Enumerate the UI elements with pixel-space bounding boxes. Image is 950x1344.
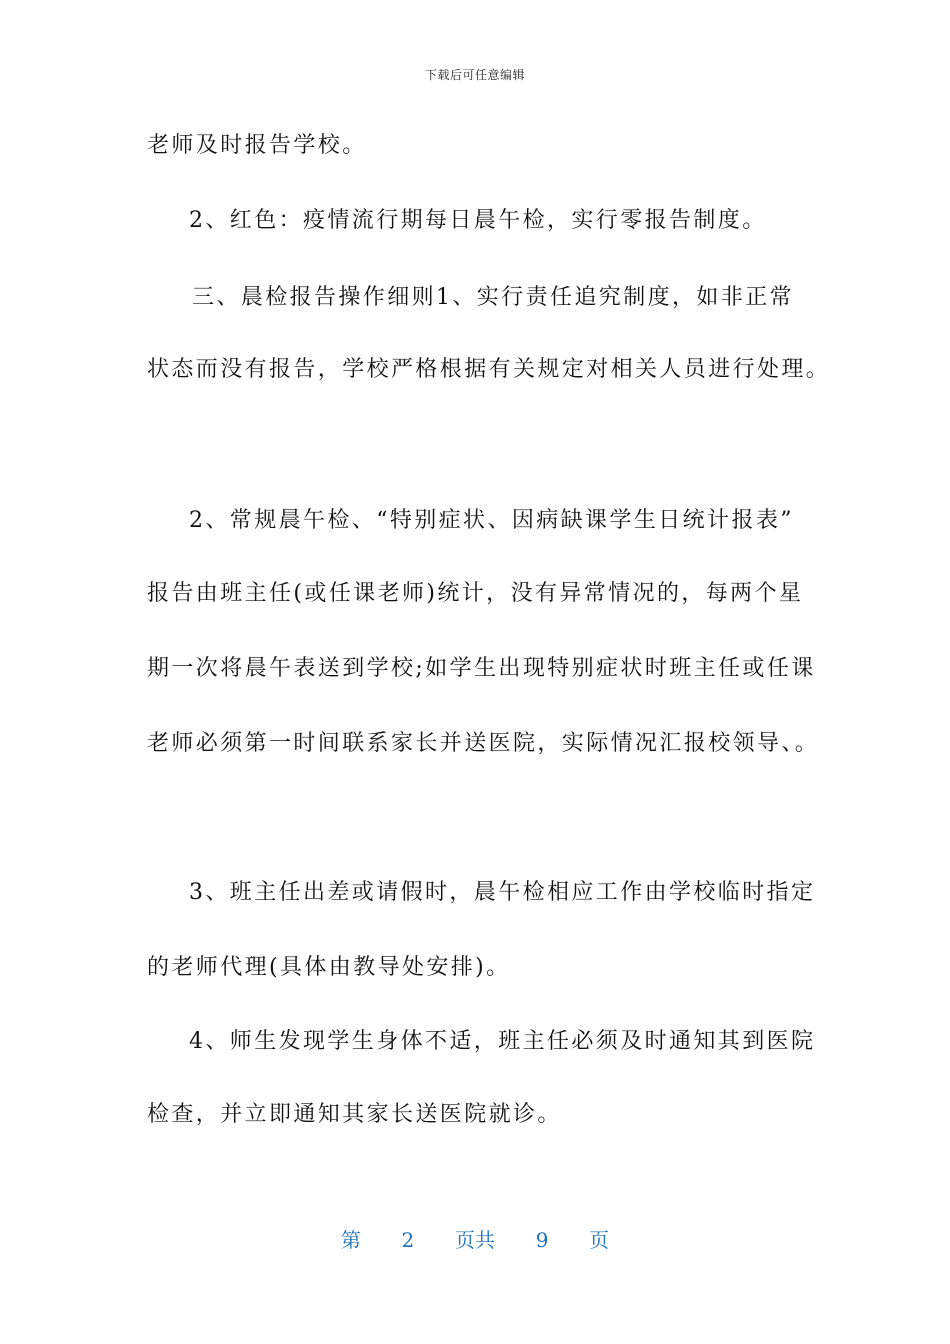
body-line: 2、红色：疫情流行期每日晨午检，实行零报告制度。 — [189, 208, 767, 233]
footer-middle: 页共 — [455, 1228, 495, 1252]
body-line: 3、班主任出差或请假时，晨午检相应工作由学校临时指定 — [189, 880, 816, 905]
body-line: 老师必须第一时间联系家长并送医院，实际情况汇报校领导、。 — [147, 731, 820, 756]
footer-suffix: 页 — [589, 1228, 610, 1252]
body-line: 老师及时报告学校。 — [147, 133, 367, 158]
body-line: 的老师代理(具体由教导处安排)。 — [147, 955, 511, 980]
body-line: 报告由班主任(或任课老师)统计，没有异常情况的，每两个星 — [147, 581, 804, 606]
body-line: 期一次将晨午表送到学校;如学生出现特别症状时班主任或任课 — [147, 656, 816, 681]
page-footer — [0, 1224, 950, 1253]
body-line: 状态而没有报告，学校严格根据有关规定对相关人员进行处理。 — [147, 357, 831, 382]
body-line: 4、师生发现学生身体不适，班主任必须及时通知其到医院 — [189, 1029, 816, 1054]
footer-prefix: 第 — [340, 1228, 361, 1252]
body-line: 三、晨检报告操作细则1、实行责任追究制度，如非正常 — [192, 285, 794, 310]
body-line: 检查，并立即通知其家长送医院就诊。 — [147, 1102, 562, 1127]
header-note: 下载后可任意编辑 — [424, 68, 525, 82]
body-line: 2、常规晨午检、“特别症状、因病缺课学生日统计报表” — [189, 508, 794, 533]
footer-page-number: 2 — [401, 1228, 415, 1252]
footer-total-pages: 9 — [535, 1228, 549, 1252]
